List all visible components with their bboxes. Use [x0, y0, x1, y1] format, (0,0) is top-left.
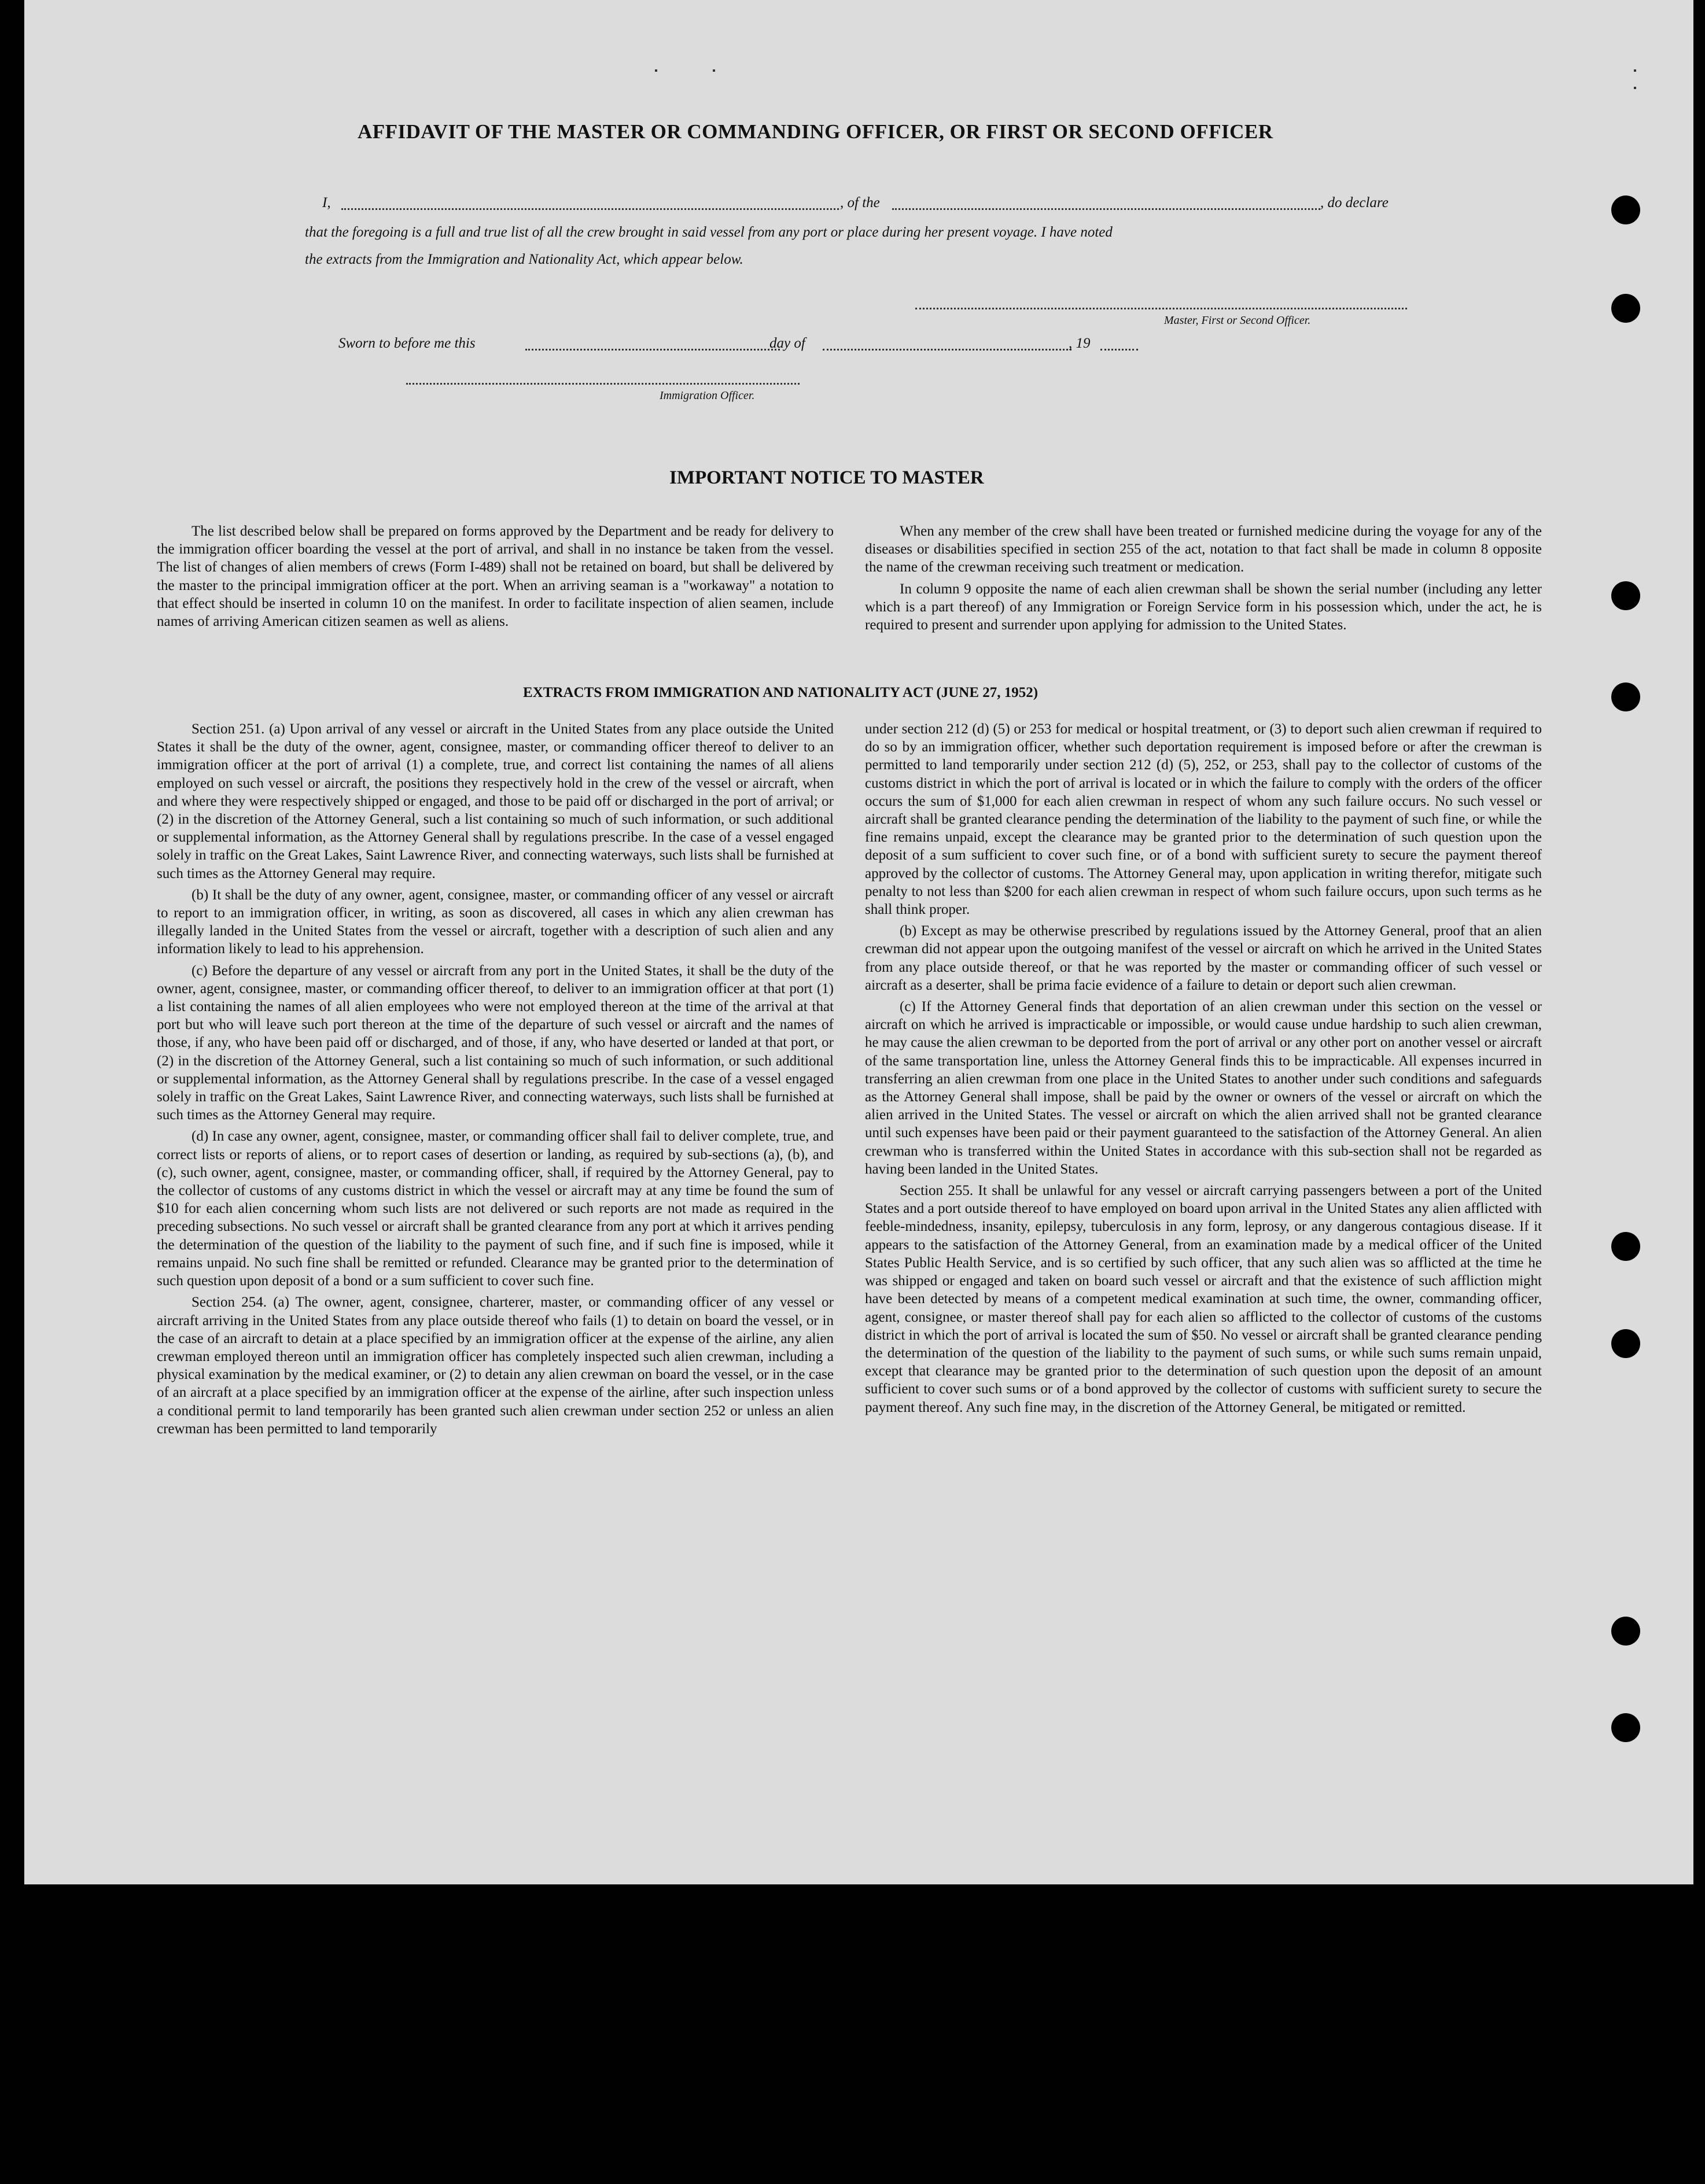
- extracts-left-column: [157, 720, 834, 1441]
- day-of-label: day of: [769, 335, 805, 351]
- binder-hole-icon: [1611, 1232, 1640, 1261]
- name-blank-line: [341, 208, 839, 210]
- year-label: , 19: [1069, 335, 1091, 351]
- document-page: [24, 0, 1693, 1884]
- binder-hole-icon: [1611, 294, 1640, 323]
- section-255: Section 255. It shall be unlawful for any vessel or aircraft carrying passengers between a port of the United States and a port outside thereof to have employed on board upon arrival in the United States any alien afflicted with feeble-mindedness, insanity, epilepsy, tuberculosis in any form, leprosy, or any dangerous contagious disease. If it appears to the satisfaction of the Attorney General, from an examination made by a medical officer of the United States Public Health Service, and is so certified by such officer, that any such alien was so afflicted at the time he was shipped or engaged and taken on board such vessel or aircraft and that the existence of such affliction might have been detected by means of a competent medical examination at such time, the owner, commanding officer, agent, consignee, or master thereof shall pay for each alien so afflicted to the collector of customs of the customs district in which the port of arrival is located the sum of $50. No vessel or aircraft shall be granted clearance pending the determination of the question of the liability to the payment of such sums, or while such sums remain unpaid, except that clearance may be granted prior to the determination of such question upon the deposit of an amount sufficient to cover such sums or of a bond approved by the collector of customs with sufficient surety to secure the payment thereof. Any such fine may, in the discretion of the Attorney General, be mitigated or remitted.: [865, 1183, 1542, 1415]
- affidavit-line-1: that the foregoing is a full and true list of all the crew brought in said vessel from any port or place during her present voyage. I have noted: [305, 224, 1113, 240]
- section-254b: (b) Except as may be otherwise prescribed by regulations issued by the Attorney General, proof that an alien crewman did not appear upon the outgoing manifest of the vessel or aircraft on which he arrived in the United States from any place outside thereof, or that he was reported by the master or commanding officer of such vessel or aircraft as a deserter, shall be prima facie evidence of a failure to detain or deport such alien crewman.: [865, 923, 1542, 993]
- affidavit-i-label: I,: [322, 195, 331, 211]
- section-254a: Section 254. (a) The owner, agent, consignee, charterer, master, or commanding officer of any vessel or aircraft arriving in the United States from any place outside thereof who fails (1) to detain on board the vessel, or in the case of an aircraft to detain at a place specified by an immigration officer at the expense of the airline, any alien crewman employed thereon until an immigration officer has completely inspected such alien crewman, including a physical examination by the medical examiner, or (2) to detain any alien crewman on board the vessel, or in the case of an aircraft at a place specified by an immigration officer at the expense of the airline, after such inspection unless a conditional permit to land temporarily has been granted such alien crewman under section 252 or unless an alien crewman has been permitted to land temporarily: [157, 1294, 834, 1437]
- section-251a: Section 251. (a) Upon arrival of any vessel or aircraft in the United States from any place outside the United States it shall be the duty of the owner, agent, consignee, master, or commanding officer thereof to deliver to an immigration officer at the port of arrival (1) a complete, true, and correct list containing the names of all aliens employed on such vessel or aircraft, the positions they respectively hold in the crew of the vessel or aircraft, when and where they were respectively shipped or engaged, and those to be paid off or discharged in the port of arrival; or (2) in the discretion of the Attorney General, such a list containing so much of such information, or such additional or supplemental information, as the Attorney General shall by regulations prescribe. In the case of a vessel engaged solely in traffic on the Great Lakes, Saint Lawrence River, and connecting waterways, such lists shall be furnished at such times as the Attorney General may require.: [157, 721, 834, 881]
- notice-title: IMPORTANT NOTICE TO MASTER: [669, 467, 984, 488]
- month-blank-line: [823, 349, 1071, 351]
- section-251d: (d) In case any owner, agent, consignee, master, or commanding officer shall fail to deliver complete, true, and correct lists or reports of aliens, or to report cases of desertion or landing, as required by sub-sections (a), (b), and (c), such owner, agent, consignee, master, or commanding officer, shall, if required by the Attorney General, pay to the collector of customs of any customs district in which the vessel or aircraft may at any time be found the sum of $10 for each alien concerning whom such lists are not delivered or such reports are not made as required in the preceding subsections. No such vessel or aircraft shall be granted clearance from any port at which it arrives pending the determination of the question of the liability to the payment of such fine, and if such fine is imposed, while it remains unpaid. No such fine shall be remitted or refunded. Clearance may be granted prior to the determination of such question upon deposit of a bond or a sum sufficient to cover such fine.: [157, 1128, 834, 1289]
- notice-right-column: [865, 522, 1542, 637]
- binder-hole-icon: [1611, 1617, 1640, 1646]
- vessel-blank-line: [892, 208, 1320, 210]
- scan-speck: [655, 69, 657, 72]
- section-251b: (b) It shall be the duty of any owner, agent, consignee, master, or commanding officer of any vessel or aircraft to report to an immigration officer, in writing, as soon as discovered, all cases in which any alien crewman has illegally landed in the United States from the vessel or aircraft, together with a description of such alien and any information likely to lead to his apprehension.: [157, 887, 834, 957]
- of-the-label: , of the: [840, 195, 880, 211]
- scan-speck: [1634, 87, 1636, 89]
- section-251c: (c) Before the departure of any vessel or aircraft from any port in the United States, it shall be the duty of the owner, agent, consignee, master, or commanding officer thereof, to deliver to an immigration officer at that port (1) a list containing the names of all alien employees who were not employed thereon at the time of the arrival at that port but who will leave such port thereon at the time of the departure of such vessel or aircraft and the names of those, if any, who have been paid off or discharged, and of those, if any, who have deserted or landed at that port, or (2) in the discretion of the Attorney General, such a list containing so much of such information, or such additional or supplemental information, as the Attorney General shall by regulations prescribe. In the case of a vessel engaged solely in traffic on the Great Lakes, Saint Lawrence River, and connecting waterways, such lists shall be furnished at such times as the Attorney General may require.: [157, 962, 834, 1123]
- section-254c: (c) If the Attorney General finds that deportation of an alien crewman under this section on the vessel or aircraft on which he arrived is impracticable or impossible, or would cause undue hardship to such alien crewman, he may cause the alien crewman to be deported from the port of arrival or any other port on another vessel or aircraft of the same transportation line, unless the Attorney General finds this to be impracticable. All expenses incurred in transferring an alien crewman from one place in the United States to another under such conditions and safeguards as the Attorney General shall impose, shall be paid by the owner or owners of the vessel or aircraft on which the alien arrived in the United States. The vessel or aircraft on which the alien arrived shall not be granted clearance until such expenses have been paid or their payment guaranteed to the satisfaction of the Attorney General. An alien crewman who is transferred within the United States in accordance with this sub-section shall not be regarded as having been landed in the United States.: [865, 999, 1542, 1177]
- extracts-title: EXTRACTS FROM IMMIGRATION AND NATIONALITY ACT (JUNE 27, 1952): [523, 685, 1039, 700]
- notice-left-column: [157, 522, 834, 634]
- do-declare-label: , do declare: [1320, 195, 1389, 211]
- year-blank-line: [1100, 349, 1138, 351]
- binder-hole-icon: [1611, 195, 1640, 224]
- notice-right-paragraph-2: In column 9 opposite the name of each alien crewman shall be shown the serial number (including any letter which is a part thereof) of any Immigration or Foreign Service form in his possession which, under the act, he is required to present and surrender upon applying for admission to the United States.: [865, 581, 1542, 633]
- master-caption: Master, First or Second Officer.: [1164, 314, 1311, 327]
- notice-right-paragraph-1: When any member of the crew shall have been treated or furnished medicine during the voyage for any of the diseases or disabilities specified in section 255 of the act, notation to that fact shall be made in column 8 opposite the name of the crewman receiving such treatment or medication.: [865, 523, 1542, 575]
- section-254a-continued: under section 212 (d) (5) or 253 for medical or hospital treatment, or (3) to deport such alien crewman if required to do so by an immigration officer, whether such deportation requirement is imposed before or after the crewman is permitted to land temporarily under section 212 (d) (5), 252, or 253, shall pay to the collector of customs of the customs district in which the port of arrival is located or in which the failure to comply with the orders of the officer occurs the sum of $1,000 for each alien crewman in respect of whom any such failure occurs. No such vessel or aircraft shall be granted clearance pending the determination of the liability to the payment of such fine, or while the fine remains unpaid, except the clearance may be granted prior to the determination of such question upon the deposit of a sum sufficient to cover such fine, or of a bond with sufficient surety to secure the payment thereof approved by the collector of customs. The Attorney General may, upon application in writing therefor, mitigate such penalty to not less than $200 for each alien crewman in respect of whom such failure occurs, upon such terms as he shall think proper.: [865, 721, 1542, 918]
- affidavit-line-2: the extracts from the Immigration and Nationality Act, which appear below.: [305, 252, 743, 267]
- binder-hole-icon: [1611, 1713, 1640, 1742]
- binder-hole-icon: [1611, 1329, 1640, 1358]
- sworn-day-blank: [525, 349, 780, 351]
- binder-hole-icon: [1611, 682, 1640, 711]
- immigration-officer-signature-line: [406, 383, 800, 385]
- extracts-right-column: [865, 720, 1542, 1420]
- scan-speck: [713, 69, 715, 72]
- notice-left-paragraph: The list described below shall be prepared on forms approved by the Department and be ready for delivery to the immigration officer boarding the vessel at the port of arrival, and shall in no instance be taken from the vessel. The list of changes of alien members of crews (Form I-489) shall not be retained on board, but shall be delivered by the master to the principal immigration officer at the port. When an arriving seaman is a "workaway" a notation to that effect should be inserted in column 10 on the manifest. In order to facilitate inspection of alien seamen, include names of arriving American citizen seamen as well as aliens.: [157, 523, 834, 630]
- affidavit-title: AFFIDAVIT OF THE MASTER OR COMMANDING OFFICER, OR FIRST OR SECOND OFFICER: [358, 120, 1273, 143]
- binder-hole-icon: [1611, 581, 1640, 610]
- immigration-officer-caption: Immigration Officer.: [660, 389, 755, 402]
- master-signature-line: [915, 308, 1407, 309]
- scan-speck: [1634, 69, 1636, 72]
- sworn-label: Sworn to before me this: [338, 335, 476, 351]
